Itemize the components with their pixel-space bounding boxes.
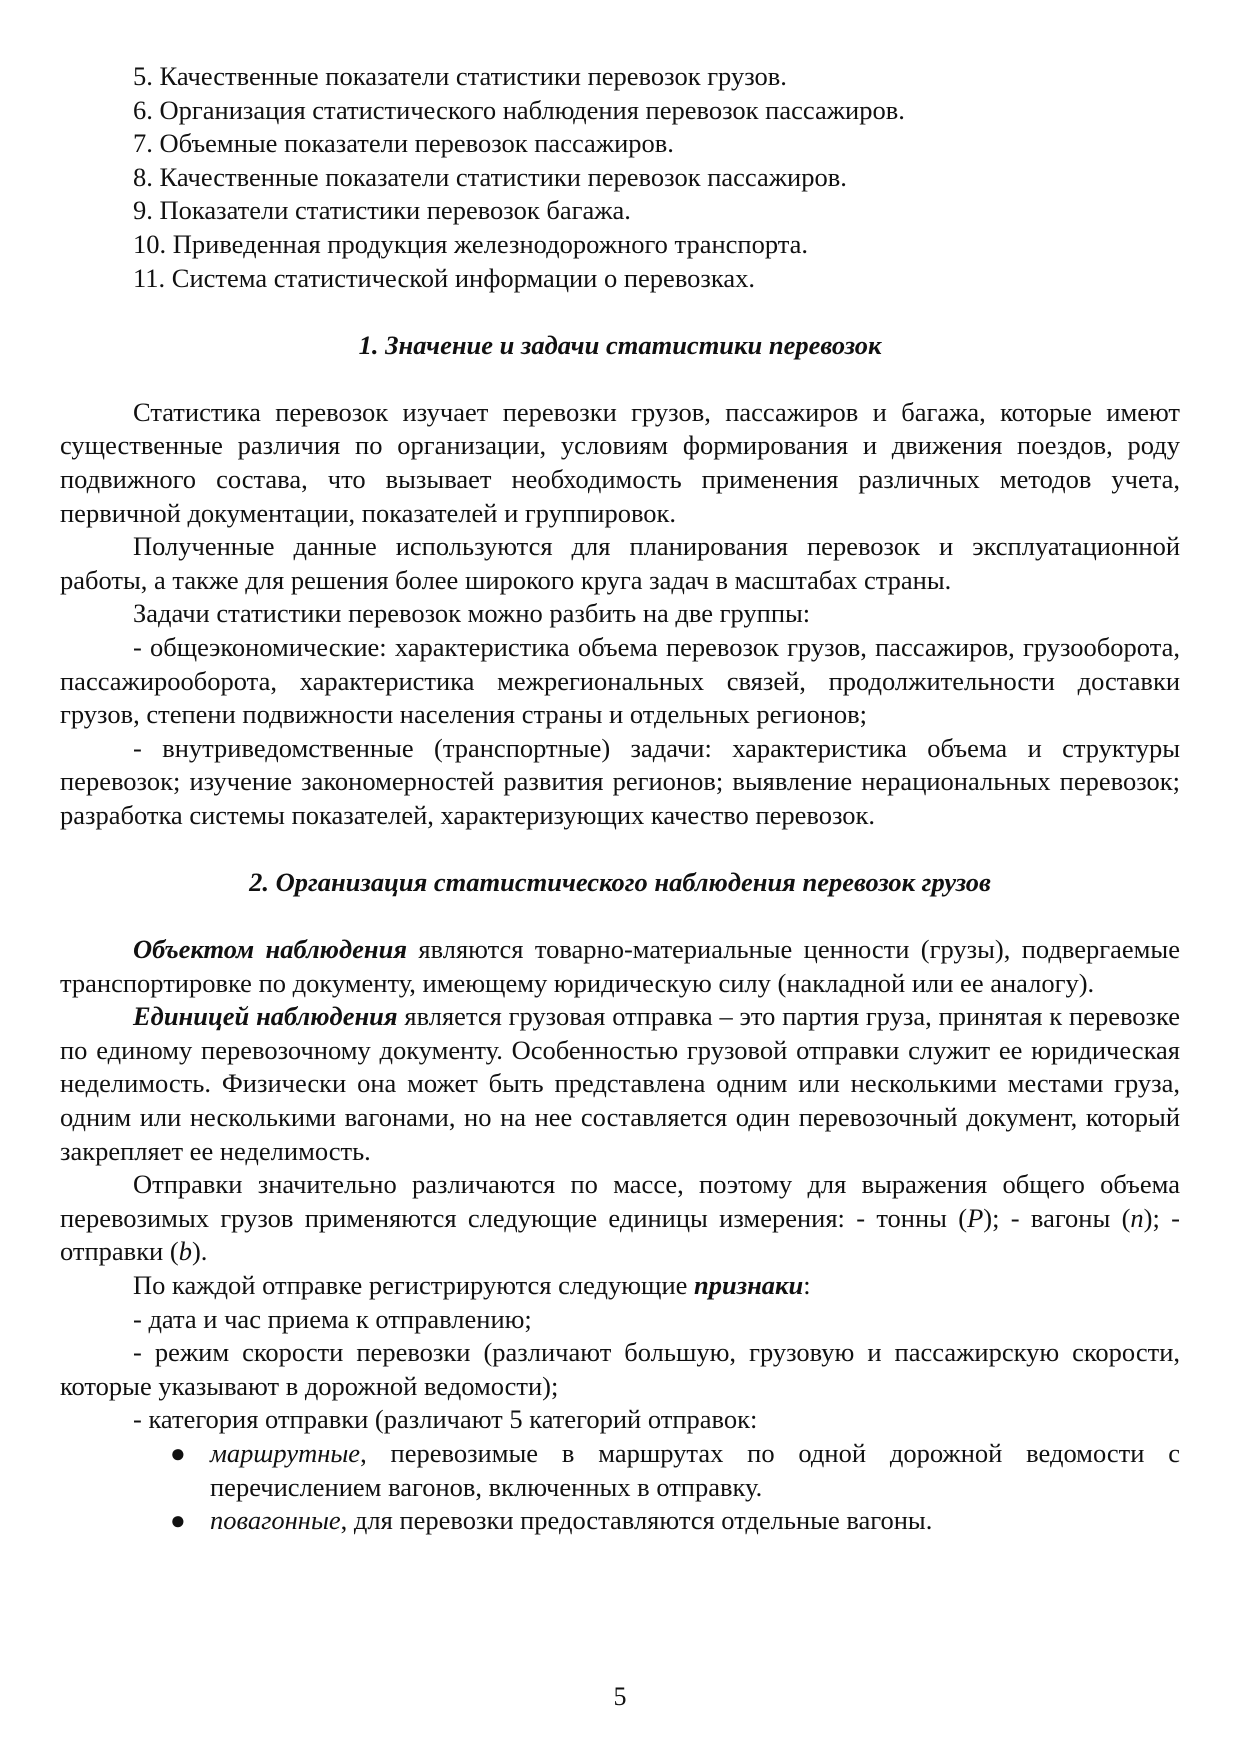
contents-item: 9. Показатели статистики перевозок багажа.	[133, 195, 631, 226]
list-item	[60, 1504, 1180, 1538]
paragraph-text: Отправки значительно различаются по массе, поэтому для выражения общего объема перевозимых грузов применяются следующие единицы измерения: - тонны (	[60, 1169, 1180, 1233]
section-1-paragraph-2: Полученные данные используются для планирования перевозок и эксплуатационной работы, а также для решения более широкого круга задач в масштабах страны.	[60, 531, 1180, 595]
section-2-paragraph-6: - режим скорости перевозки (различают большую, грузовую и пассажирскую скорости, которые указывают в дорожной ведомости);	[60, 1337, 1180, 1401]
page-number: 5	[613, 1682, 627, 1711]
variable-p: P	[967, 1202, 984, 1233]
section-1-paragraph-3: Задачи статистики перевозок можно разбить на две группы:	[133, 598, 811, 629]
contents-item: 11. Система статистической информации о перевозках.	[133, 262, 755, 293]
paragraph-text: ); - вагоны (	[983, 1202, 1131, 1233]
term-unit-of-observation: Единицей наблюдения	[133, 1001, 398, 1032]
paragraph-text: ); - отправки (	[60, 1202, 1180, 1267]
section-2-heading: 2. Организация статистического наблюдения перевозок грузов	[249, 867, 991, 898]
paragraph-text: :	[803, 1270, 811, 1300]
paragraph-text: По каждой отправке регистрируются следующие	[133, 1270, 695, 1300]
variable-b: b	[178, 1236, 192, 1267]
document-page	[60, 60, 1180, 1538]
category-term: маршрутные	[210, 1437, 361, 1468]
section-2-paragraph-2	[60, 1000, 1180, 1168]
category-text: , перевозимые в маршрутах по одной дорожной ведомости с перечислением вагонов, включенных в отправку.	[210, 1437, 1180, 1502]
list-item	[60, 1437, 1180, 1504]
contents-item: 6. Организация статистического наблюдения перевозок пассажиров.	[133, 94, 905, 125]
paragraph-text: являются товарно-материальные ценности (грузы), подвергаемые транспортировке по документу, имеющему юридическую силу (накладной или ее аналогу).	[60, 934, 1180, 998]
contents-item: 10. Приведенная продукция железнодорожного транспорта.	[133, 228, 809, 259]
section-1-paragraph-1: Статистика перевозок изучает перевозки грузов, пассажиров и багажа, которые имеют существенные различия по организации, условиям формирования и движения поездов, роду подвижного состава, что вызывает необходимость применения различных методов учета, первичной документации, показателей и группировок.	[60, 396, 1180, 528]
section-2-paragraph-4	[60, 1269, 1180, 1303]
section-2-paragraph-3	[60, 1168, 1180, 1269]
bullet-icon: ●	[170, 1506, 186, 1536]
contents-item: 5. Качественные показатели статистики перевозок грузов.	[133, 61, 787, 91]
paragraph-text: ).	[191, 1236, 208, 1267]
category-term: повагонные	[210, 1505, 341, 1536]
paragraph-text: является грузовая отправка – это партия груза, принятая к перевозке по единому перевозочному документу. Особенностью грузовой отправки служит ее юридическая неделимость. Физически она может быть представлена одним или несколькими местами груза, одним или несколькими вагонами, но на нее составляется один перевозочный документ, который закрепляет ее неделимость.	[60, 1001, 1180, 1166]
section-2-paragraph-7: - категория отправки (различают 5 категорий отправок:	[133, 1404, 758, 1435]
section-1-paragraph-5: - внутриведомственные (транспортные) задачи: характеристика объема и структуры перевозок; изучение закономерностей развития регионов; выявление нерациональных перевозок; разработка системы показателей, характеризующих качество перевозок.	[60, 732, 1180, 830]
category-text: , для перевозки предоставляются отдельные вагоны.	[340, 1505, 933, 1536]
contents-item: 7. Объемные показатели перевозок пассажиров.	[133, 128, 674, 159]
category-list	[60, 1437, 1180, 1538]
section-2-paragraph-5: - дата и час приема к отправлению;	[133, 1303, 532, 1334]
section-1-heading: 1. Значение и задачи статистики перевозок	[358, 330, 882, 361]
section-1-paragraph-4: - общеэкономические: характеристика объема перевозок грузов, пассажиров, грузооборота, пассажирооборота, характеристика межрегиональных связей, продолжительности доставки грузов, степени подвижности населения страны и отдельных регионов;	[60, 631, 1180, 730]
section-2-paragraph-1	[60, 933, 1180, 1000]
term-attributes: признаки	[694, 1270, 804, 1300]
term-object-of-observation: Объектом наблюдения	[133, 934, 408, 965]
contents-list	[60, 60, 1180, 295]
variable-n: n	[1130, 1202, 1144, 1233]
bullet-icon: ●	[170, 1438, 186, 1468]
contents-item: 8. Качественные показатели статистики перевозок пассажиров.	[133, 161, 847, 192]
